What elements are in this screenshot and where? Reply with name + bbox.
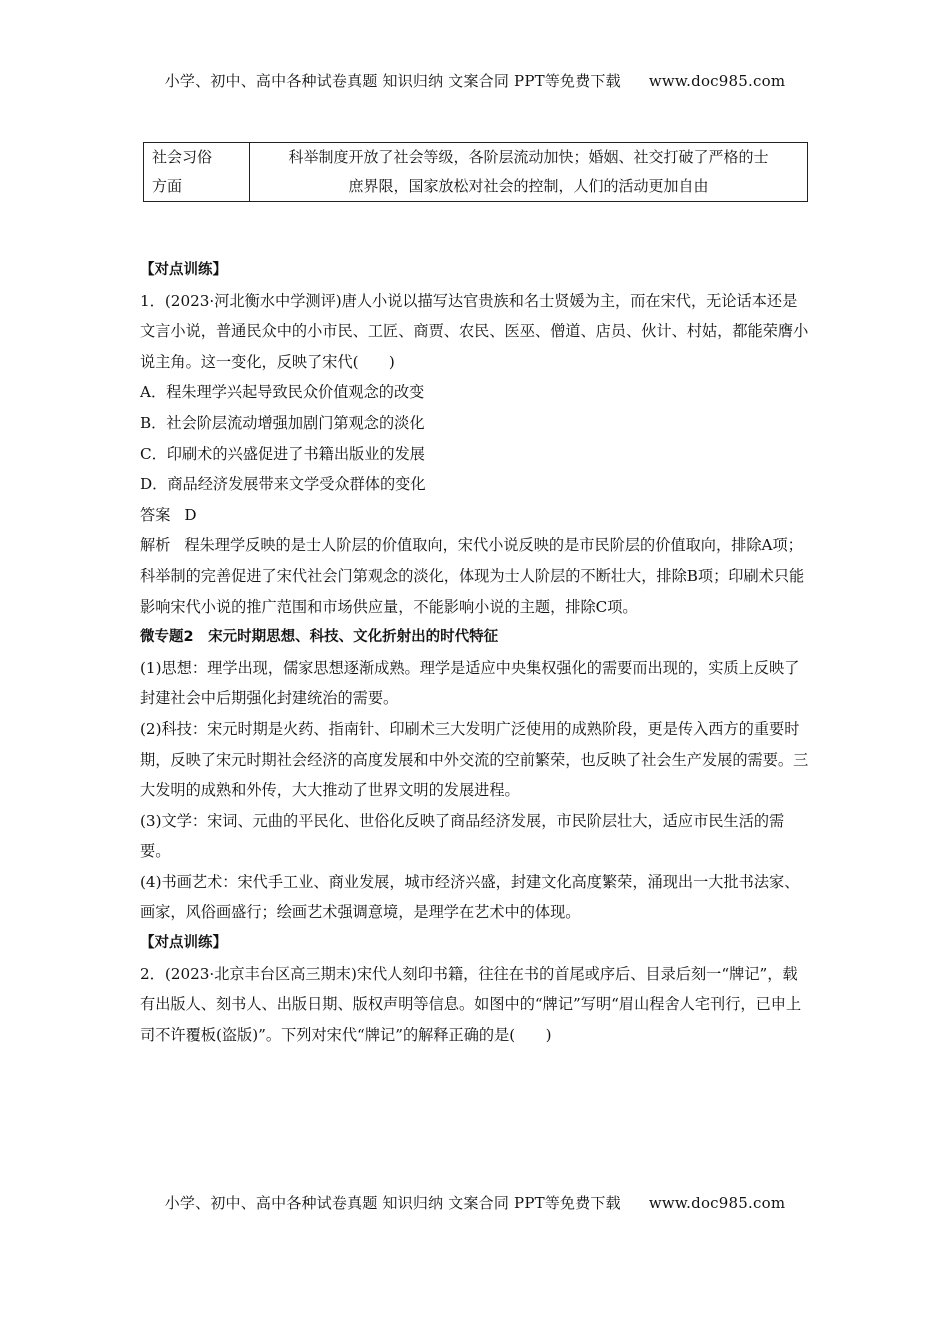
page-header <box>0 70 950 91</box>
analysis-text: 程朱理学反映的是士人阶层的价值取向，宋代小说反映的是市民阶层的价值取向，排除A项；科举制的完善促进了宋代社会门第观念的淡化，体现为士人阶层的不断壮大，排除B项；印刷术只能影响宋代小说的推广范围和市场供应量，不能影响小说的主题，排除C项。 <box>140 536 805 616</box>
q1-analysis <box>140 530 812 622</box>
q1-option-d: D．商品经济发展带来文学受众群体的变化 <box>140 475 426 494</box>
topic2-item-3: (3)文学：宋词、元曲的平民化、世俗化反映了商品经济发展，市民阶层壮大，适应市民生活的需要。 <box>140 811 785 861</box>
footer-url[interactable]: www.doc985.com <box>648 1194 786 1212</box>
q2-stem: 2．(2023·北京丰台区高三期末)宋代人刻印书籍，往往在书的首尾或序后、目录后刻一“牌记”，载有出版人、刻书人、出版日期、版权声明等信息。如图中的“牌记”写明“眉山程舍人宅刊行，已申上司不许覆板(盗版)”。下列对宋代“牌记”的解释正确的是( ) <box>140 964 802 1044</box>
q1-option-a: A．程朱理学兴起导致民众价值观念的改变 <box>140 383 425 402</box>
row-label-line1: 社会习俗 <box>152 148 213 166</box>
footer-text: 小学、初中、高中各种试卷真题 知识归纳 文案合同 PPT等免费下载 <box>164 1194 621 1212</box>
training-title-1: 【对点训练】 <box>140 262 227 278</box>
answer-label: 答案 <box>140 505 171 524</box>
topic2-title: 微专题2 宋元时期思想、科技、文化折射出的时代特征 <box>140 629 499 646</box>
topic2-item-4: (4)书画艺术：宋代手工业、商业发展，城市经济兴盛，封建文化高度繁荣，涌现出一大批书法家、画家，风俗画盛行；绘画艺术强调意境，是理学在艺术中的体现。 <box>140 872 800 922</box>
page-footer <box>0 1192 950 1213</box>
document-body <box>140 255 812 1050</box>
row-content-line1: 科举制度开放了社会等级，各阶层流动加快；婚姻、社交打破了严格的士 <box>288 148 769 166</box>
q1-answer <box>140 500 812 531</box>
q1-option-c: C．印刷术的兴盛促进了书籍出版业的发展 <box>140 444 425 463</box>
topic2-item-2: (2)科技：宋元时期是火药、指南针、印刷术三大发明广泛使用的成熟阶段，更是传入西方的重要时期，反映了宋元时期社会经济的高度发展和中外交流的空前繁荣，也反映了社会生产发展的需要。三大发明的成熟和外传，大大推动了世界文明的发展进程。 <box>140 719 809 800</box>
answer-value: D <box>184 505 197 524</box>
row-label-line2: 方面 <box>152 177 183 195</box>
row-content-cell <box>250 143 808 202</box>
analysis-label: 解析 <box>140 536 171 555</box>
row-content-line2: 庶界限，国家放松对社会的控制，人们的活动更加自由 <box>348 177 709 195</box>
header-url[interactable]: www.doc985.com <box>648 72 786 90</box>
row-label-cell <box>144 143 250 202</box>
customs-table <box>143 142 808 202</box>
header-text: 小学、初中、高中各种试卷真题 知识归纳 文案合同 PPT等免费下载 <box>164 72 621 90</box>
q1-option-b: B．社会阶层流动增强加剧门第观念的淡化 <box>140 413 425 432</box>
training-title-2: 【对点训练】 <box>140 935 227 952</box>
topic2-item-1: (1)思想：理学出现，儒家思想逐渐成熟。理学是适应中央集权强化的需要而出现的，实质上反映了封建社会中后期强化封建统治的需要。 <box>140 658 800 708</box>
table-row <box>144 143 808 202</box>
q1-stem: 1．(2023·河北衡水中学测评)唐人小说以描写达官贵族和名士贤媛为主，而在宋代，无论话本还是文言小说，普通民众中的小市民、工匠、商贾、农民、医巫、僧道、店员、伙计、村姑，都能荣膺小说主角。这一变化，反映了宋代( ) <box>140 291 809 371</box>
